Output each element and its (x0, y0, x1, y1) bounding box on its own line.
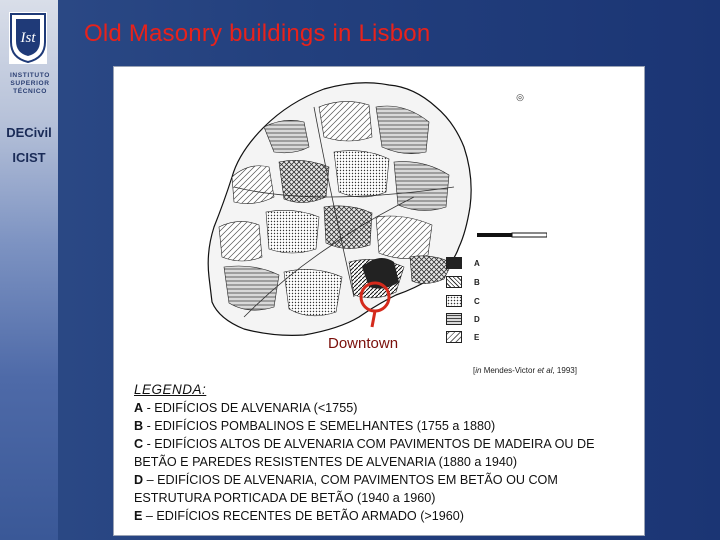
map-panel (113, 66, 645, 536)
legend-key: A (134, 401, 144, 415)
legend-key: E (134, 509, 143, 523)
institution-sidebar (0, 0, 58, 540)
legend-description: - EDIFÍCIOS DE ALVENARIA (<1755) (143, 401, 358, 415)
legend-letter-c: C (474, 297, 480, 306)
legend-item-a (134, 399, 634, 417)
citation-etal: et al (537, 366, 553, 375)
legend-item-d (134, 471, 634, 507)
legend-key: D (134, 473, 144, 487)
legend-item-c (134, 435, 634, 471)
legend-title: LEGENDA: (134, 382, 207, 397)
legend-letter-e: E (474, 333, 480, 342)
legend-swatch-a (446, 257, 462, 269)
ist-logo-icon (9, 12, 47, 64)
logo-line-1: INSTITUTO (9, 72, 51, 79)
logo-line-3: TÉCNICO (13, 88, 47, 95)
legend-description: - EDIFÍCIOS POMBALINOS E SEMELHANTES (1755 a 1880) (143, 419, 496, 433)
citation-in: in (475, 366, 482, 375)
legend-letter-d: D (474, 315, 480, 324)
legend-swatch-e (446, 331, 462, 343)
legend-description: – EDIFÍCIOS RECENTES DE BETÃO ARMADO (>1960) (142, 509, 464, 523)
legend-description: - EDIFÍCIOS ALTOS DE ALVENARIA COM PAVIMENTOS DE MADEIRA OU DE BETÃO E PAREDES RESISTENTES DE ALVENARIA (1880 a 1940) (134, 437, 595, 469)
legend-swatch-b (446, 276, 462, 288)
department-icist: ICIST (12, 150, 46, 165)
department-decivil: DECivil (6, 125, 52, 140)
scale-bar-icon (477, 231, 547, 239)
citation-year: , 1993] (552, 366, 577, 375)
lisbon-map (114, 67, 646, 367)
legend-text-block (134, 381, 634, 525)
legend-swatch-c (446, 295, 462, 307)
legend-letter-b: B (474, 278, 480, 287)
legend-letter-a: A (474, 259, 480, 268)
legend-key: B (134, 419, 144, 433)
slide-title: Old Masonry buildings in Lisbon (84, 20, 431, 47)
citation-author: Mendes-Victor (481, 366, 538, 375)
logo-wordmark (2, 72, 58, 96)
legend-item-b (134, 417, 634, 435)
legend-item-e (134, 507, 634, 525)
legend-key: C (134, 437, 144, 451)
logo-line-2: SUPERIOR (10, 80, 50, 87)
legend-description: – EDIFÍCIOS DE ALVENARIA, COM PAVIMENTOS EM BETÃO OU COM ESTRUTURA PORTICADA DE BETÃO (1940 a 1960) (134, 473, 558, 505)
lisbon-map-drawing (114, 67, 646, 367)
citation-open: [ (473, 366, 476, 375)
svg-text:Ist: Ist (20, 30, 36, 46)
legend-swatch-d (446, 313, 462, 325)
north-arrow-icon: ◎ (516, 92, 524, 102)
source-citation (473, 366, 577, 375)
downtown-label: Downtown (328, 335, 399, 352)
